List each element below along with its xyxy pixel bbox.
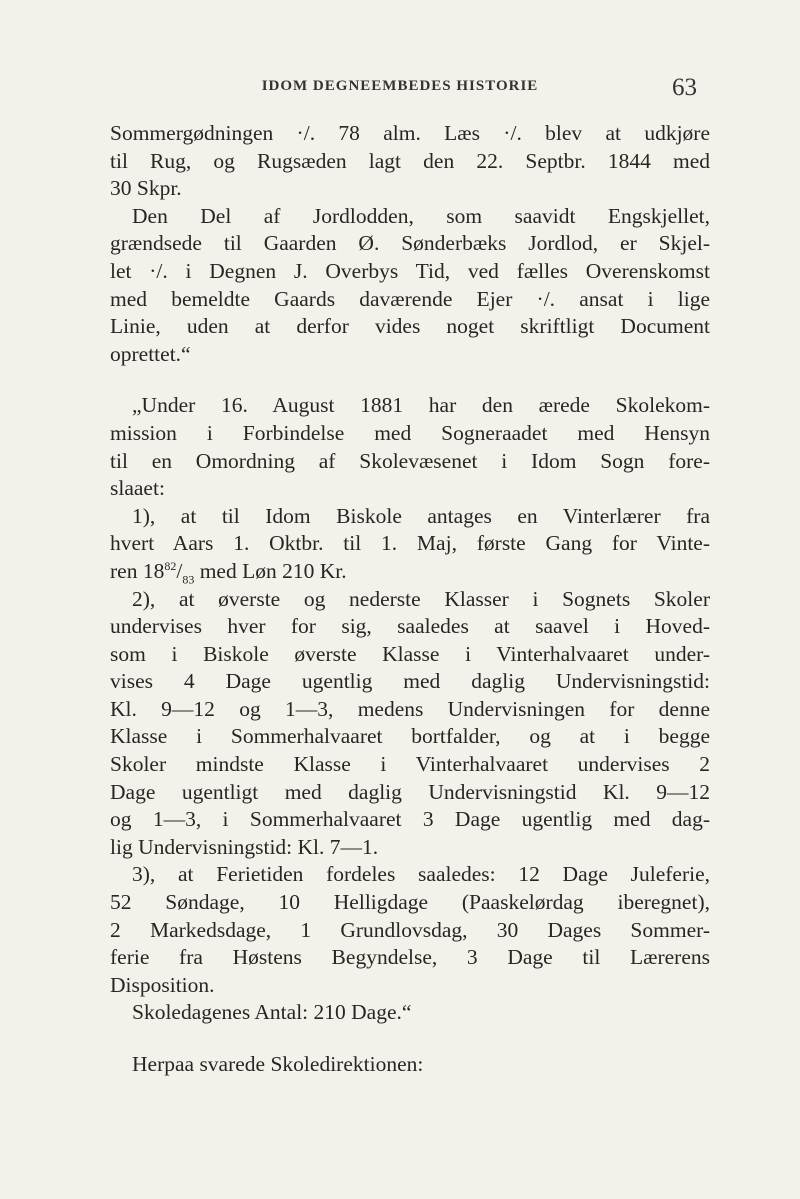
text-line: undervises hver for sig, saaledes at saavel i Hoved- bbox=[110, 614, 710, 639]
text-line: lig Undervisningstid: Kl. 7—1. bbox=[110, 834, 379, 859]
text-line: vises 4 Dage ugentlig med daglig Undervisningstid: bbox=[110, 669, 710, 694]
text-line: Den Del af Jordlodden, som saavidt Engskjellet, bbox=[132, 203, 710, 228]
fraction-slash: / bbox=[176, 558, 183, 583]
text-line: mission i Forbindelse med Sogneraadet med Hensyn bbox=[110, 420, 710, 445]
text-line: 2), at øverste og nederste Klasser i Sognets Skoler bbox=[132, 586, 710, 611]
fraction-numerator: 82 bbox=[164, 558, 177, 573]
text-line: „Under 16. August 1881 har den ærede Skolekom- bbox=[132, 393, 710, 418]
text-line: Skoledagenes Antal: 210 Dage.“ bbox=[132, 1000, 412, 1025]
text-line: Skoler mindste Klasse i Vinterhalvaaret undervises 2 bbox=[110, 752, 710, 777]
text-line: grændsede til Gaarden Ø. Sønderbæks Jordlod, er Skjel- bbox=[110, 231, 710, 256]
text-line: som i Biskole øverste Klasse i Vinterhalvaaret under- bbox=[110, 641, 710, 666]
text-line: 2 Markedsdage, 1 Grundlovsdag, 30 Dages Sommer- bbox=[110, 917, 710, 942]
text-line: med bemeldte Gaards daværende Ejer ·/. ansat i lige bbox=[110, 286, 710, 311]
text-line: ferie fra Høstens Begyndelse, 3 Dage til Lærerens bbox=[110, 945, 710, 970]
text-line: Herpaa svarede Skoledirektionen: bbox=[132, 1052, 424, 1076]
text-fragment: ren 18 bbox=[110, 558, 165, 583]
text-line: Disposition. bbox=[110, 972, 215, 997]
body-text bbox=[110, 120, 710, 1079]
text-line: 52 Søndage, 10 Helligdage (Paaskelørdag iberegnet), bbox=[110, 890, 710, 915]
text-line: 30 Skpr. bbox=[110, 176, 182, 201]
text-line: Sommergødningen ·/. 78 alm. Læs ·/. blev at udkjøre bbox=[110, 121, 710, 145]
paragraph-gap bbox=[110, 1027, 710, 1051]
text-line: hvert Aars 1. Oktbr. til 1. Maj, første Gang for Vinte- bbox=[110, 531, 710, 556]
running-title: IDOM DEGNEEMBEDES HISTORIE bbox=[261, 78, 539, 94]
text-line: slaaet: bbox=[110, 476, 165, 501]
fraction-denominator: 83 bbox=[182, 572, 195, 587]
text-line: til en Omordning af Skolevæsenet i Idom Sogn fore- bbox=[110, 448, 710, 473]
text-line-with-fraction bbox=[110, 558, 710, 586]
page-number: 63 bbox=[672, 74, 697, 101]
text-line: Klasse i Sommerhalvaaret bortfalder, og at i begge bbox=[110, 724, 710, 749]
text-line: 1), at til Idom Biskole antages en Vinterlærer fra bbox=[132, 503, 710, 528]
text-fragment: med Løn 210 Kr. bbox=[194, 558, 347, 583]
text-line: 3), at Ferietiden fordeles saaledes: 12 Dage Juleferie, bbox=[132, 862, 710, 887]
text-line: Kl. 9—12 og 1—3, medens Undervisningen for denne bbox=[110, 696, 710, 721]
text-line: oprettet.“ bbox=[110, 341, 191, 366]
paragraph-gap bbox=[110, 368, 710, 392]
text-line: let ·/. i Degnen J. Overbys Tid, ved fælles Overenskomst bbox=[110, 258, 710, 283]
text-line: til Rug, og Rugsæden lagt den 22. Septbr. 1844 med bbox=[110, 148, 710, 173]
text-line: Linie, uden at derfor vides noget skriftligt Document bbox=[110, 314, 710, 339]
text-line: og 1—3, i Sommerhalvaaret 3 Dage ugentlig med dag- bbox=[110, 807, 710, 832]
text-line: Dage ugentligt med daglig Undervisningstid Kl. 9—12 bbox=[110, 779, 710, 804]
